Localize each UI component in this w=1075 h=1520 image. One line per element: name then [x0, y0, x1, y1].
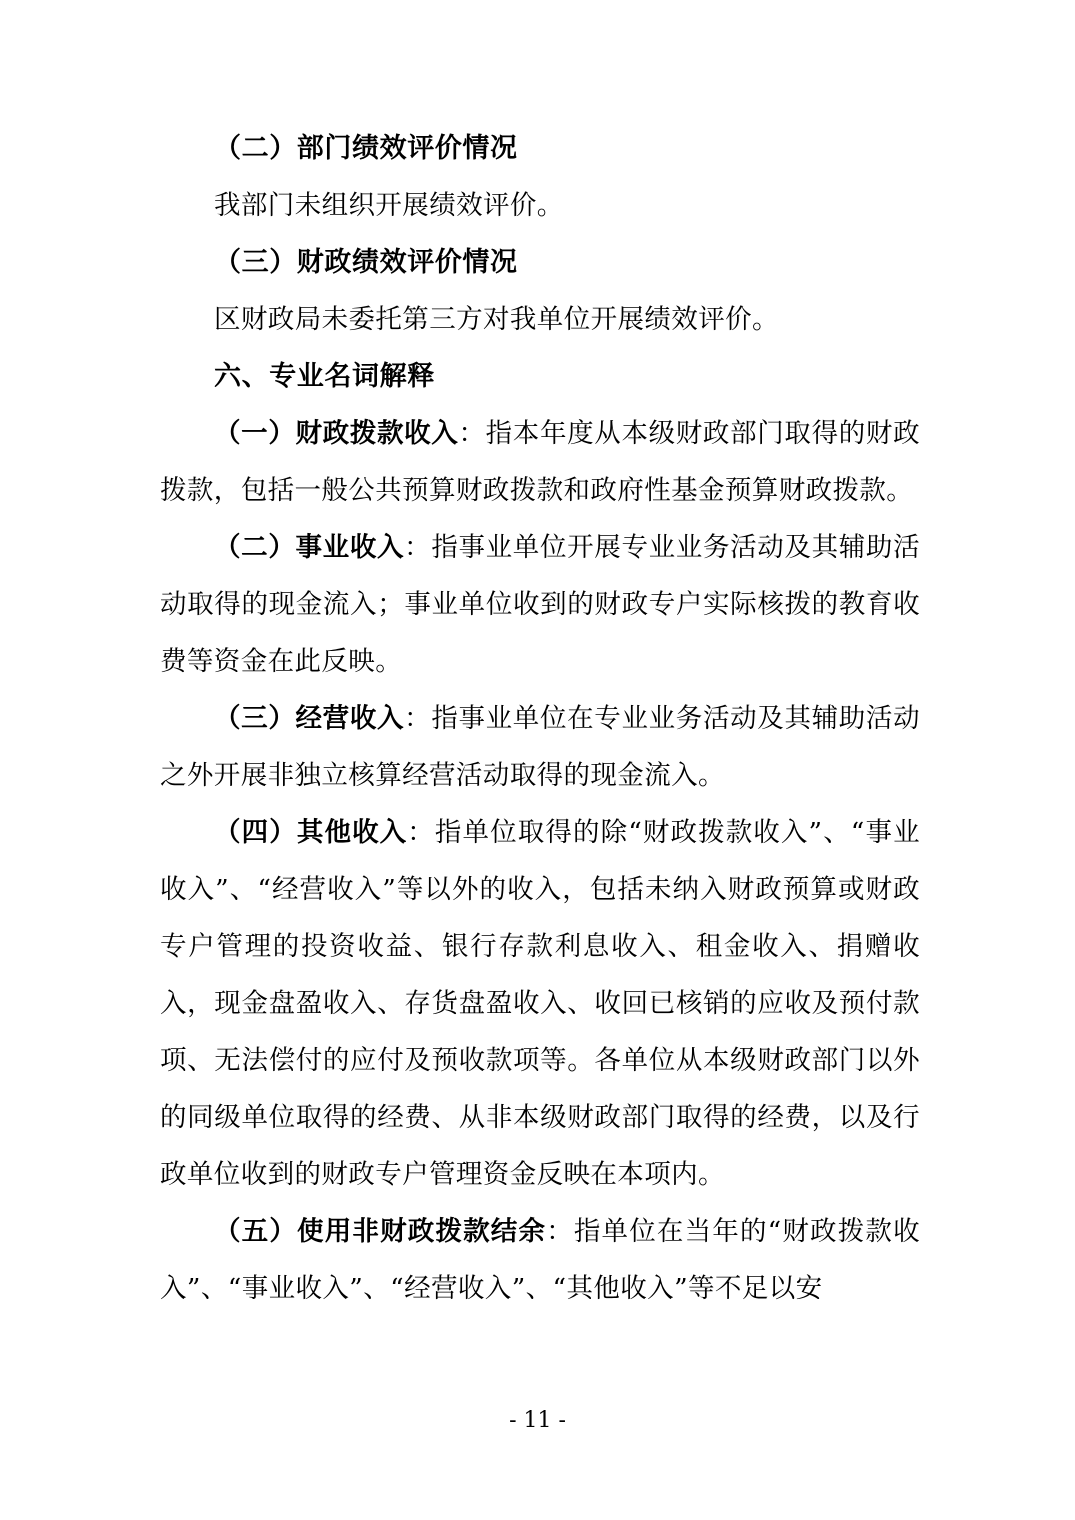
term-item-business-income: [160, 519, 920, 690]
term-label: （五）使用非财政拨款结余: [214, 1216, 547, 1247]
section-heading-department-performance: （二）部门绩效评价情况: [214, 133, 518, 164]
term-item-fiscal-appropriation-income: [160, 405, 920, 519]
term-item-use-of-non-fiscal-surplus: [160, 1203, 920, 1317]
term-body: ：指单位取得的除“财政拨款收入”、“事业收入”、“经营收入”等以外的收入，包括未纳入财政预算或财政专户管理的投资收益、银行存款利息收入、租金收入、捐赠收入，现金盘盈收入、存货盘盈收入、收回已核销的应收及预付款项、无法偿付的应付及预收款项等。各单位从本级财政部门以外的同级单位取得的经费、从非本级财政部门取得的经费，以及行政单位收到的财政专户管理资金反映在本项内。: [160, 817, 920, 1190]
section-heading-fiscal-performance: （三）财政绩效评价情况: [214, 247, 518, 278]
term-body: ：指单位在当年的“财政拨款收入”、“事业收入”、“经营收入”、“其他收入”等不足以安: [160, 1216, 920, 1304]
term-label: （一）财政拨款收入: [214, 418, 459, 449]
term-body: ：指本年度从本级财政部门取得的财政拨款，包括一般公共预算财政拨款和政府性基金预算财政拨款。: [160, 418, 920, 506]
term-label: （三）经营收入: [214, 703, 405, 734]
section-heading-terminology: 六、专业名词解释: [214, 361, 435, 392]
term-item-operating-income: [160, 690, 920, 804]
term-label: （二）事业收入: [214, 532, 405, 563]
term-body: ：指事业单位开展专业业务活动及其辅助活动取得的现金流入；事业单位收到的财政专户实际核拨的教育收费等资金在此反映。: [160, 532, 920, 677]
page-number: - 11 -: [509, 1408, 566, 1433]
term-label: （四）其他收入: [214, 817, 408, 848]
page-content: [160, 120, 920, 1317]
term-item-other-income: [160, 804, 920, 1203]
term-body: ：指事业单位在专业业务活动及其辅助活动之外开展非独立核算经营活动取得的现金流入。: [160, 703, 920, 791]
paragraph-fiscal-performance: 区财政局未委托第三方对我单位开展绩效评价。: [214, 304, 779, 335]
paragraph-department-performance: 我部门未组织开展绩效评价。: [214, 190, 564, 221]
